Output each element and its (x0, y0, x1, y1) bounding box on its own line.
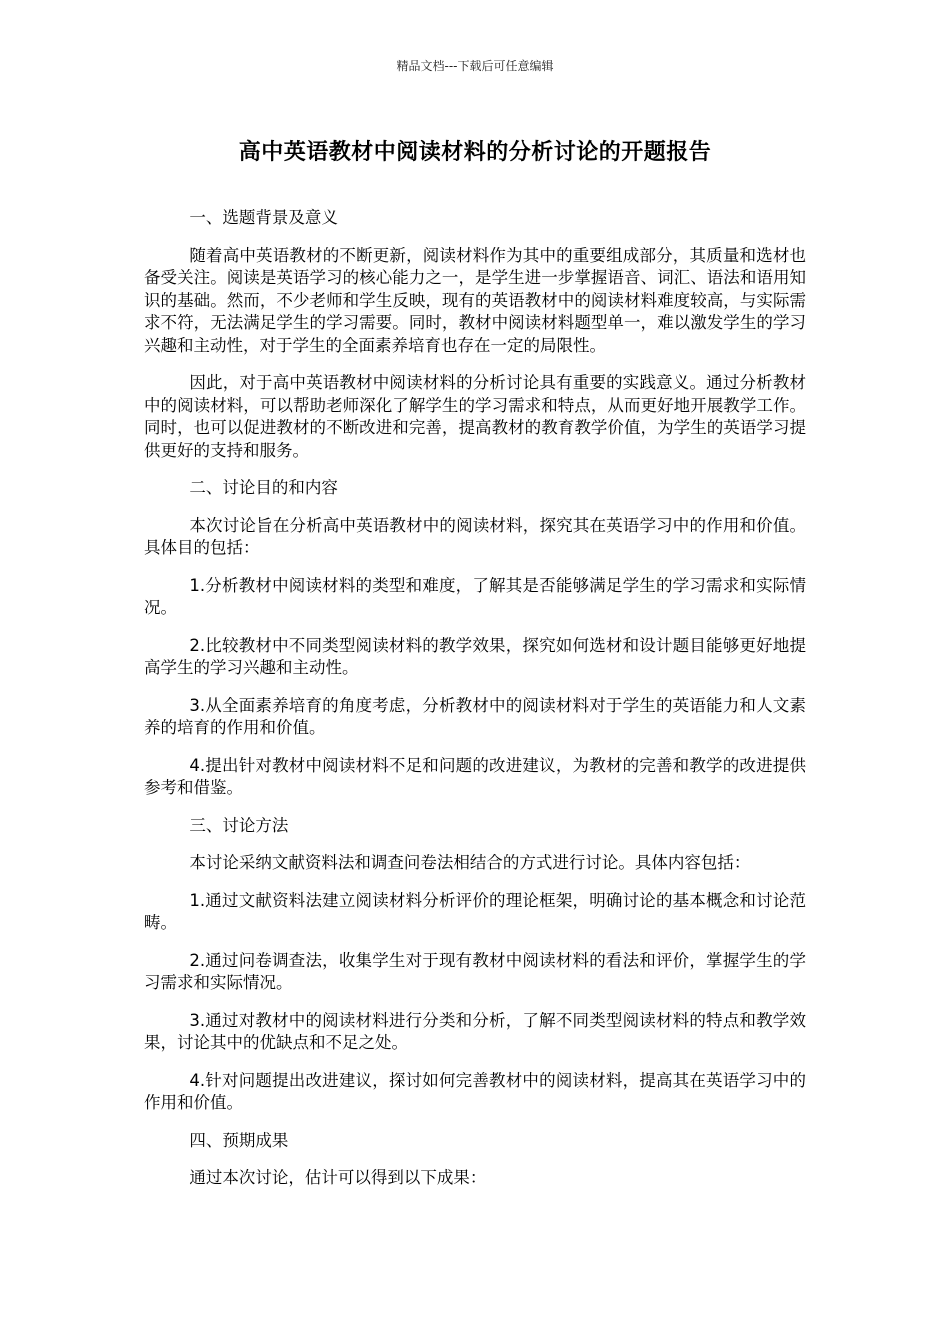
paragraph: 随着高中英语教材的不断更新，阅读材料作为其中的重要组成部分，其质量和选材也备受关注。阅读是英语学习的核心能力之一，是学生进一步掌握语音、词汇、语法和语用知识的基础。然而，不少老师和学生反映，现有的英语教材中的阅读材料难度较高，与实际需求不符，无法满足学生的学习需要。同时，教材中阅读材料题型单一，难以激发学生的学习兴趣和主动性，对于学生的全面素养培育也存在一定的局限性。 (144, 245, 806, 355)
list-item: 1.分析教材中阅读材料的类型和难度，了解其是否能够满足学生的学习需求和实际情况。 (144, 575, 806, 617)
document-body (144, 207, 806, 1205)
section-heading-4: 四、预期成果 (189, 1130, 289, 1150)
section-heading-1: 一、选题背景及意义 (189, 208, 338, 227)
list-item: 2.通过问卷调查法，收集学生对于现有教材中阅读材料的看法和评价，掌握学生的学习需求和实际情况。 (144, 950, 806, 992)
paragraph: 通过本次讨论，估计可以得到以下成果： (189, 1168, 487, 1187)
list-item: 1.通过文献资料法建立阅读材料分析评价的理论框架，明确讨论的基本概念和讨论范畴。 (144, 890, 806, 932)
paragraph: 本次讨论旨在分析高中英语教材中的阅读材料，探究其在英语学习中的作用和价值。具体目的包括： (144, 515, 806, 557)
list-item: 2.比较教材中不同类型阅读材料的教学效果，探究如何选材和设计题目能够更好地提高学生的学习兴趣和主动性。 (144, 635, 806, 677)
list-item: 4.针对问题提出改进建议，探讨如何完善教材中的阅读材料，提高其在英语学习中的作用和价值。 (144, 1070, 806, 1112)
paragraph: 因此，对于高中英语教材中阅读材料的分析讨论具有重要的实践意义。通过分析教材中的阅读材料，可以帮助老师深化了解学生的学习需求和特点，从而更好地开展教学工作。同时，也可以促进教材的不断改进和完善，提高教材的教育教学价值，为学生的英语学习提供更好的支持和服务。 (144, 373, 806, 460)
paragraph: 本讨论采纳文献资料法和调查问卷法相结合的方式进行讨论。具体内容包括： (189, 853, 751, 872)
section-heading-2: 二、讨论目的和内容 (189, 478, 338, 497)
list-item: 3.通过对教材中的阅读材料进行分类和分析，了解不同类型阅读材料的特点和教学效果，讨论其中的优缺点和不足之处。 (144, 1010, 806, 1052)
section-heading-3: 三、讨论方法 (189, 815, 289, 835)
list-item: 4.提出针对教材中阅读材料不足和问题的改进建议，为教材的完善和教学的改进提供参考和借鉴。 (144, 755, 806, 797)
list-item: 3.从全面素养培育的角度考虑，分析教材中的阅读材料对于学生的英语能力和人文素养的培育的作用和价值。 (144, 695, 806, 737)
document-title: 高中英语教材中阅读材料的分析讨论的开题报告 (238, 140, 712, 165)
header-note: 精品文档---下载后可任意编辑 (396, 59, 554, 73)
